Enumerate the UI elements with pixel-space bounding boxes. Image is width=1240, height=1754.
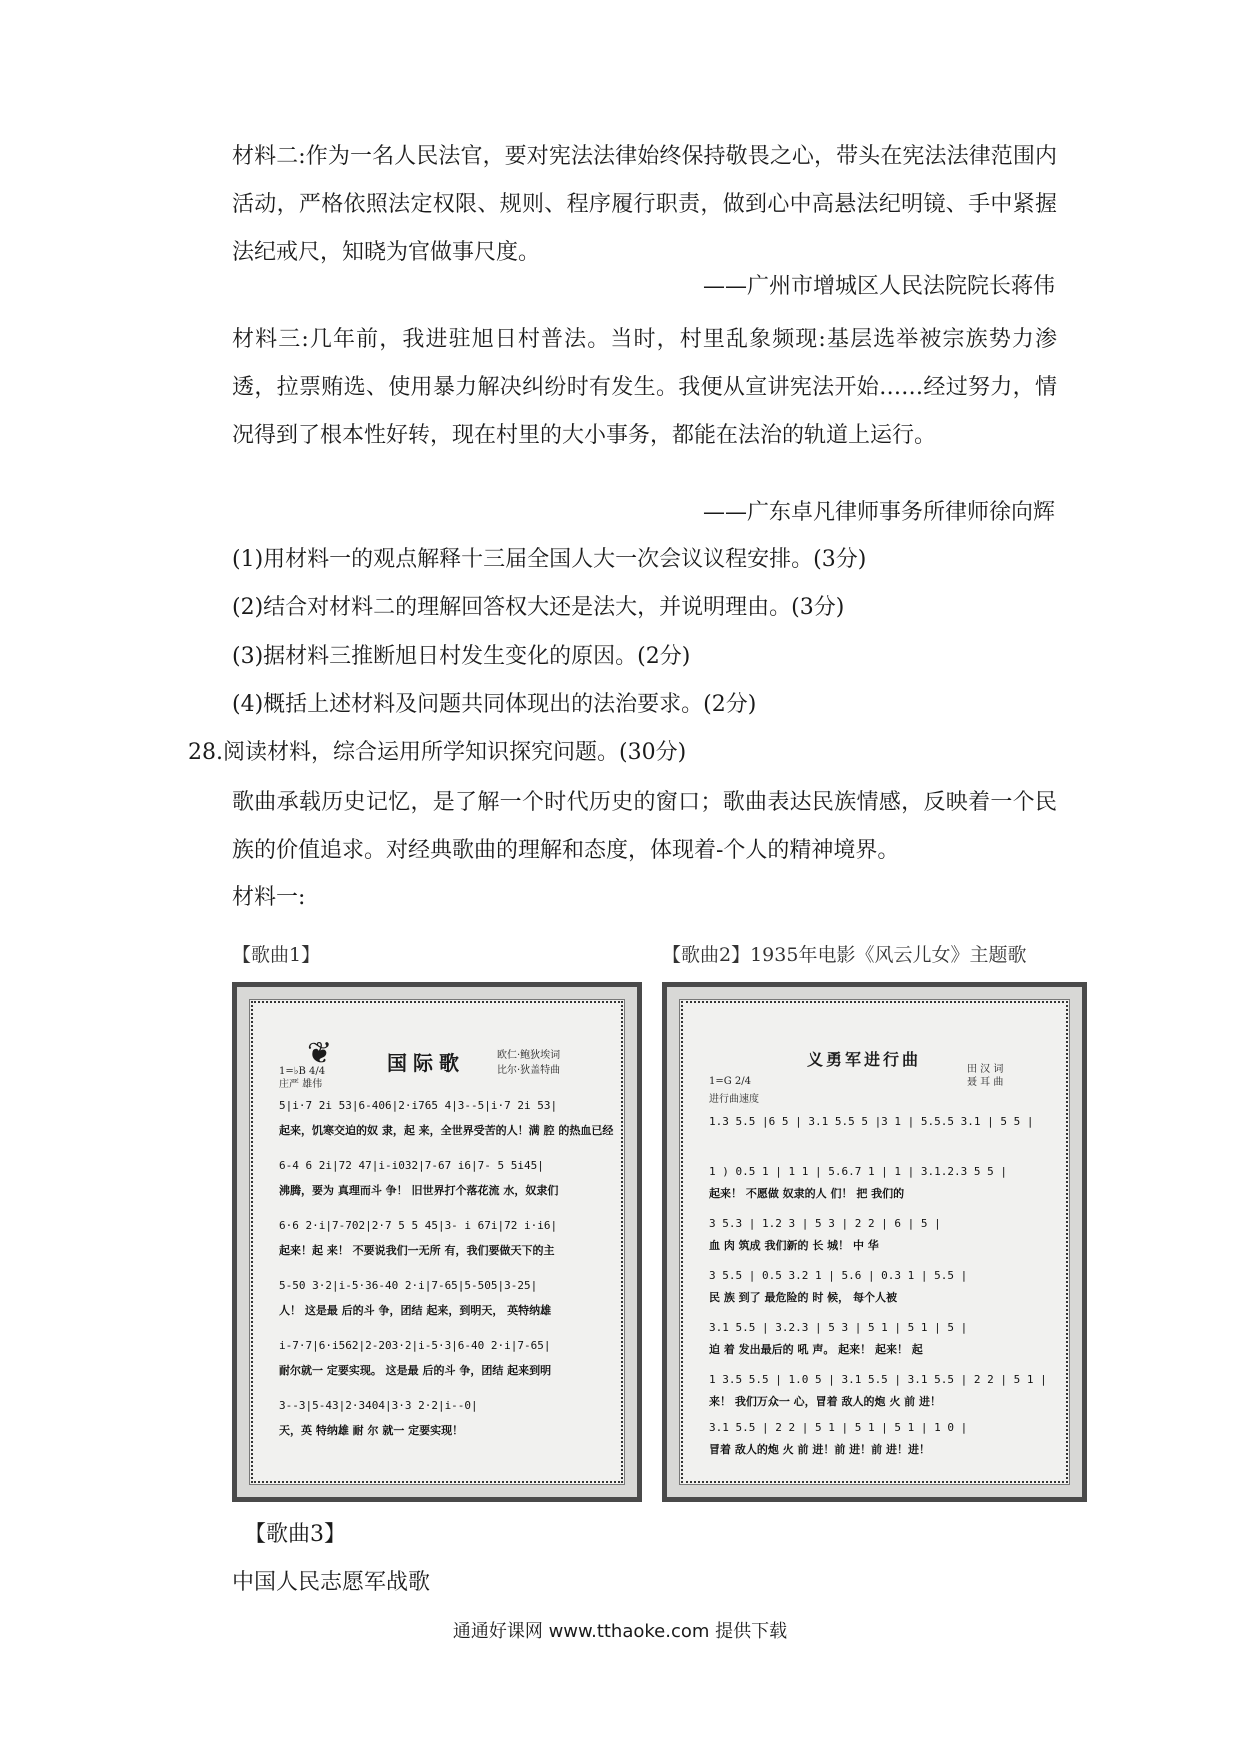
song2-sheet	[662, 982, 1087, 1502]
song2-tag: 【歌曲2】1935年电影《风云儿女》主题歌	[662, 944, 1027, 966]
song2-notation-row: 3 5.3 | 1.2 3 | 5 3 | 2 2 | 6 | 5 |	[709, 1217, 941, 1230]
material1-label: 材料一:	[232, 885, 306, 910]
song1-lyric-row: 沸腾，要为 真理而斗 争！ 旧世界打个落花流 水，奴隶们	[279, 1184, 559, 1197]
song2-credit-composer: 聂 耳 曲	[967, 1077, 1004, 1088]
song2-lyric-row: 民 族 到了 最危险的 时 候， 每个人被	[709, 1291, 897, 1304]
q28-header: 28.阅读材料，综合运用所学知识探究问题。(30分)	[188, 740, 687, 765]
song1-key: 1=♭B 4/4	[279, 1066, 326, 1077]
song1-lyric-row: 起来，饥寒交迫的奴 隶，起 来，全世界受苦的人！满 腔 的热血已经	[279, 1124, 614, 1137]
song1-lyric-row: 耐尔就一 定要实现。 这是最 后的斗 争，团结 起来到明	[279, 1364, 552, 1377]
song1-title: 国际歌	[387, 1051, 465, 1075]
song-sheets-figure	[232, 940, 1087, 1508]
material2-source: ——广州市增城区人民法院院长蒋伟	[702, 274, 1055, 299]
material3-source: ——广东卓凡律师事务所律师徐向辉	[702, 500, 1055, 525]
song2-lyric-row: 血 肉 筑成 我们新的 长 城！ 中 华	[709, 1239, 879, 1252]
song2-notation-row: 3 5.5 | 0.5 3.2 1 | 5.6 | 0.3 1 | 5.5 |	[709, 1269, 968, 1282]
song1-notation-row: 5-50 3·2|i-5·36-40 2·i|7-65|5-505|3-25|	[279, 1279, 538, 1292]
song3-tag: 【歌曲3】	[244, 1522, 346, 1547]
song1-credit-lyricist: 欧仁·鲍狄埃词	[497, 1050, 561, 1061]
song1-sheet	[232, 982, 642, 1502]
song2-credit-lyricist: 田 汉 词	[967, 1064, 1004, 1075]
song2-notation-row: 1.3 5.5 |6 5 | 3.1 5.5 5 |3 1 | 5.5.5 3.1 | 5 5 |	[709, 1115, 1034, 1128]
song1-notation-row: 5|i·7 2i 53|6-406|2·i765 4|3--5|i·7 2i 53|	[279, 1099, 558, 1112]
song2-lyric-row: 起来！ 不愿做 奴隶的人 们！ 把 我们的	[709, 1187, 905, 1200]
song1-lyric-row: 天，英 特纳雄 耐 尔 就一 定要实现！	[279, 1424, 464, 1437]
song1-notation-row: 3--3|5-43|2·3404|3·3 2·2|i--0|	[279, 1399, 478, 1412]
torch-emblem-icon: ❦	[307, 1036, 333, 1071]
song1-notation-row: 6-4 6 2i|72 47|i-i032|7-67 i6|7- 5 5i45|	[279, 1159, 544, 1172]
material2-text: 材料二:作为一名人民法官，要对宪法法律始终保持敬畏之心，带头在宪法法律范围内活动，严格依照法定权限、规则、程序履行职责，做到心中高悬法纪明镜、手中紧握法纪戒尺，知晓为官做事尺度。	[232, 144, 1057, 265]
song2-notation-row: 3.1 5.5 | 3.2.3 | 5 3 | 5 1 | 5 1 | 5 |	[709, 1321, 968, 1334]
song2-notation-row: 1 ) 0.5 1 | 1 1 | 5.6.7 1 | 1 | 3.1.2.3 5 5 |	[709, 1165, 1008, 1178]
song1-credit-composer: 比尔·狄盖特曲	[497, 1065, 561, 1076]
footer-credit: 通通好课网 www.tthaoke.com 提供下载	[452, 1621, 788, 1642]
song1-lyric-row: 起来！起 来！ 不要说我们一无所 有，我们要做天下的主	[279, 1244, 555, 1257]
song2-notation-row: 1 3.5 5.5 | 1.0 5 | 3.1 5.5 | 3.1 5.5 | 2 2 | 5 1 |	[709, 1373, 1047, 1386]
song1-tag: 【歌曲1】	[232, 944, 321, 966]
material3-text: 材料三:几年前，我进驻旭日村普法。当时，村里乱象频现:基层选举被宗族势力渗透，拉票贿选、使用暴力解决纠纷时有发生。我便从宣讲宪法开始……经过努力，情况得到了根本性好转，现在村里的大小事务，都能在法治的轨道上运行。	[232, 327, 1057, 448]
song1-notation-row: 6·6 2·i|7-702|2·7 5 5 45|3- i 67i|72 i·i6|	[279, 1219, 558, 1232]
song2-lyric-row: 来！ 我们万众一 心，冒着 敌人的炮 火 前 进！	[709, 1395, 941, 1408]
song2-key: 1=G 2/4	[709, 1076, 752, 1087]
question-4: (4)概括上述材料及问题共同体现出的法治要求。(2分)	[232, 692, 757, 717]
question-3: (3)据材料三推断旭日村发生变化的原因。(2分)	[232, 644, 691, 669]
song2-lyric-row: 冒着 敌人的炮 火 前 进！前 进！前 进！进！	[709, 1443, 930, 1456]
question-1: (1)用材料一的观点解释十三届全国人大一次会议议程安排。(3分)	[232, 547, 867, 572]
song2-title: 义勇军进行曲	[807, 1050, 922, 1069]
song1-tempo: 庄严 雄伟	[279, 1079, 323, 1090]
song2-tempo: 进行曲速度	[709, 1094, 759, 1105]
question-2: (2)结合对材料二的理解回答权大还是法大，并说明理由。(3分)	[232, 595, 845, 620]
song1-notation-row: i-7·7|6·i562|2-203·2|i-5·3|6-40 2·i|7-65|	[279, 1339, 551, 1352]
song1-lyric-row: 人！ 这是最 后的斗 争，团结 起来，到明天， 英特纳雄	[279, 1304, 552, 1317]
song2-lyric-row: 迫 着 发出最后的 吼 声。 起来！ 起来！ 起	[709, 1343, 923, 1356]
q28-intro: 歌曲承载历史记忆，是了解一个时代历史的窗口；歌曲表达民族情感，反映着一个民族的价值追求。对经典歌曲的理解和态度，体现着-个人的精神境界。	[232, 790, 1057, 863]
song2-notation-row: 3.1 5.5 | 2 2 | 5 1 | 5 1 | 5 1 | 1 0 |	[709, 1421, 968, 1434]
song3-title: 中国人民志愿军战歌	[232, 1570, 431, 1595]
